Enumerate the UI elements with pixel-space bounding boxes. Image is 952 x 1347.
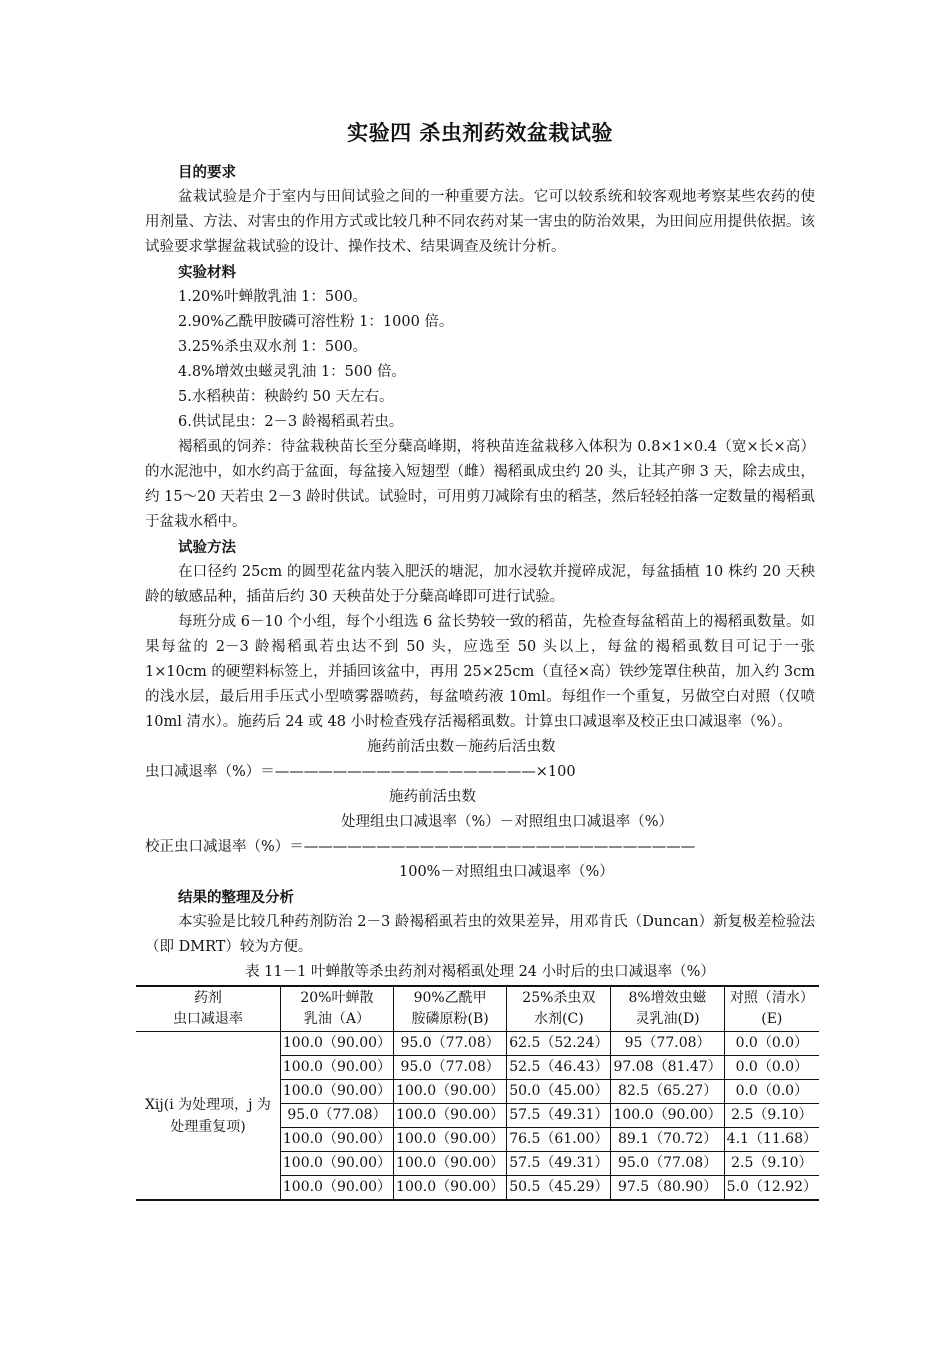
table-cell: 50.5（45.29） — [507, 1176, 611, 1201]
section-heading-results: 结果的整理及分析 — [178, 889, 294, 906]
table-cell: 100.0（90.00） — [280, 1176, 393, 1201]
table-cell: 0.0（0.0） — [724, 1080, 819, 1104]
corner-header-top: 药剂 — [193, 990, 222, 1006]
results-paragraph: 本实验是比较几种药剂防治 2－3 龄褐稻虱若虫的效果差异，用邓肯氏（Duncan）新复极差检验法（即 DMRT）较为方便。 — [145, 914, 815, 955]
table-cell: 62.5（52.24） — [507, 1032, 611, 1056]
column-header-line: 对照（清水） — [729, 990, 814, 1006]
table-cell: 100.0（90.00） — [280, 1128, 393, 1152]
table-cell: 50.0（45.00） — [507, 1080, 611, 1104]
material-item: 2.90%乙酰甲胺磷可溶性粉 1：1000 倍。 — [178, 314, 454, 330]
column-header-d — [611, 986, 724, 1032]
formula-2-numerator: 处理组虫口减退率（%）－对照组虫口减退率（%） — [341, 814, 674, 830]
formula-2-denominator-line — [145, 860, 815, 885]
material-item: 5.水稻秧苗：秧龄约 50 天左右。 — [178, 389, 394, 405]
table-cell: 100.0（90.00） — [394, 1104, 507, 1128]
table-caption: 表 11－1 叶蝉散等杀虫药剂对褐稻虱处理 24 小时后的虫口减退率（%） — [245, 964, 715, 980]
table-cell: 100.0（90.00） — [394, 1152, 507, 1176]
column-header-line: 水剂(C) — [534, 1011, 584, 1027]
column-header-line: 胺磷原粉(B) — [411, 1011, 489, 1027]
table-cell: 100.0（90.00） — [280, 1080, 393, 1104]
table-cell: 100.0（90.00） — [280, 1056, 393, 1080]
column-header-line: 20%叶蝉散 — [300, 990, 374, 1006]
column-header-e — [724, 986, 819, 1032]
column-header-line: 8%增效虫螆 — [628, 990, 707, 1006]
row-group-label: Xij(i 为处理项，j 为处理重复项) — [136, 1032, 280, 1201]
table-cell: 0.0（0.0） — [724, 1056, 819, 1080]
methods-paragraph-2: 每班分成 6－10 个小组，每个小组选 6 盆长势较一致的稻苗，先检查每盆稻苗上的褐稻虱数量。如果每盆的 2－3 龄褐稻虱若虫达不到 50 头，应选至 50 头以上，每盆的褐稻虱数目可记于一张 1×10cm 的硬塑料标签上，并插回该盆中，再用 25×25cm（直径×高）铁纱笼罩住秧苗，加入约 3cm 的浅水层，最后用手压式小型喷雾器喷药，每盆喷药液 10ml。每组作一个重复，另做空白对照（仅喷 10ml 清水）。施药后 24 或 48 小时检查残存活褐稻虱数。计算虫口减退率及校正虫口减退率（%）。 — [145, 614, 815, 730]
material-item: 3.25%杀虫双水剂 1：500。 — [178, 339, 368, 355]
section-heading-materials: 实验材料 — [178, 264, 236, 281]
formula-1-denominator-line — [145, 785, 815, 810]
corner-header-bottom: 虫口减退率 — [172, 1011, 243, 1027]
table-cell: 95.0（77.08） — [611, 1152, 724, 1176]
table-cell: 95（77.08） — [611, 1032, 724, 1056]
material-item: 1.20%叶蝉散乳油 1：500。 — [178, 289, 368, 305]
table-cell: 5.0（12.92） — [724, 1176, 819, 1201]
table-cell: 95.0（77.08） — [394, 1056, 507, 1080]
table-cell: 97.5（80.90） — [611, 1176, 724, 1201]
formula-1-lhs: 虫口减退率（%）＝——————————————————×100 — [145, 764, 576, 780]
formula-2-main-line — [145, 835, 815, 860]
formula-1-numerator: 施药前活虫数－施药后活虫数 — [367, 739, 556, 755]
table-cell: 100.0（90.00） — [394, 1176, 507, 1201]
column-header-line: 乳油（A） — [303, 1011, 371, 1027]
table-cell: 57.5（49.31） — [507, 1104, 611, 1128]
material-item: 6.供试昆虫：2－3 龄褐稻虱若虫。 — [178, 414, 404, 430]
formula-1-numerator-line — [145, 735, 815, 760]
table-cell: 100.0（90.00） — [394, 1080, 507, 1104]
formula-2-numerator-line — [145, 810, 815, 835]
table-cell: 100.0（90.00） — [394, 1128, 507, 1152]
table-cell: 100.0（90.00） — [280, 1152, 393, 1176]
column-header-line: 灵乳油(D) — [635, 1011, 700, 1027]
formula-2-lhs: 校正虫口减退率（%）＝——————————————————————————— — [145, 839, 696, 855]
column-header-c — [507, 986, 611, 1032]
table-cell: 97.08（81.47） — [611, 1056, 724, 1080]
table-cell: 100.0（90.00） — [280, 1032, 393, 1056]
formula-1-main-line — [145, 760, 815, 785]
table-cell: 100.0（90.00） — [611, 1104, 724, 1128]
column-header-line: (E) — [761, 1011, 783, 1027]
rearing-paragraph: 褐稻虱的饲养：待盆栽秧苗长至分蘖高峰期，将秧苗连盆栽移入体积为 0.8×1×0.4（宽×长×高）的水泥池中，如水约高于盆面，每盆接入短翅型（雌）褐稻虱成虫约 20 头，让其产卵 3 天，除去成虫，约 15～20 天若虫 2－3 龄时供试。试验时，可用剪刀减除有虫的稻茎，然后轻轻拍落一定数量的褐稻虱于盆栽水稻中。 — [145, 439, 815, 530]
table-cell: 89.1（70.72） — [611, 1128, 724, 1152]
table-header-row — [136, 986, 819, 1032]
purpose-paragraph: 盆栽试验是介于室内与田间试验之间的一种重要方法。它可以较系统和较客观地考察某些农药的使用剂量、方法、对害虫的作用方式或比较几种不同农药对某一害虫的防治效果，为田间应用提供依据。该试验要求掌握盆栽试验的设计、操作技术、结果调查及统计分析。 — [145, 189, 815, 255]
table-row — [136, 1032, 819, 1056]
column-header-line: 90%乙酰甲 — [413, 990, 487, 1006]
column-header-b — [394, 986, 507, 1032]
document-page — [145, 118, 815, 1201]
table-cell: 0.0（0.0） — [724, 1032, 819, 1056]
material-item: 4.8%增效虫螆灵乳油 1：500 倍。 — [178, 364, 406, 380]
table-cell: 76.5（61.00） — [507, 1128, 611, 1152]
column-header-a — [280, 986, 393, 1032]
results-table — [136, 985, 819, 1201]
formula-2-denominator: 100%－对照组虫口减退率（%） — [399, 864, 614, 880]
table-cell: 95.0（77.08） — [280, 1104, 393, 1128]
corner-header-cell — [136, 986, 280, 1032]
methods-paragraph-1: 在口径约 25cm 的圆型花盆内装入肥沃的塘泥，加水浸软并搅碎成泥，每盆插植 10 株约 20 天秧龄的敏感品种，插苗后约 30 天秧苗处于分蘖高峰即可进行试验。 — [145, 564, 815, 605]
section-heading-methods: 试验方法 — [178, 539, 236, 556]
table-cell: 2.5（9.10） — [724, 1152, 819, 1176]
page-title: 实验四 杀虫剂药效盆栽试验 — [347, 120, 613, 145]
table-cell: 2.5（9.10） — [724, 1104, 819, 1128]
section-heading-purpose: 目的要求 — [178, 164, 236, 181]
column-header-line: 25%杀虫双 — [522, 990, 596, 1006]
table-cell: 57.5（49.31） — [507, 1152, 611, 1176]
formula-1-denominator: 施药前活虫数 — [389, 789, 476, 805]
table-cell: 95.0（77.08） — [394, 1032, 507, 1056]
table-cell: 4.1（11.68） — [724, 1128, 819, 1152]
table-cell: 82.5（65.27） — [611, 1080, 724, 1104]
table-cell: 52.5（46.43） — [507, 1056, 611, 1080]
